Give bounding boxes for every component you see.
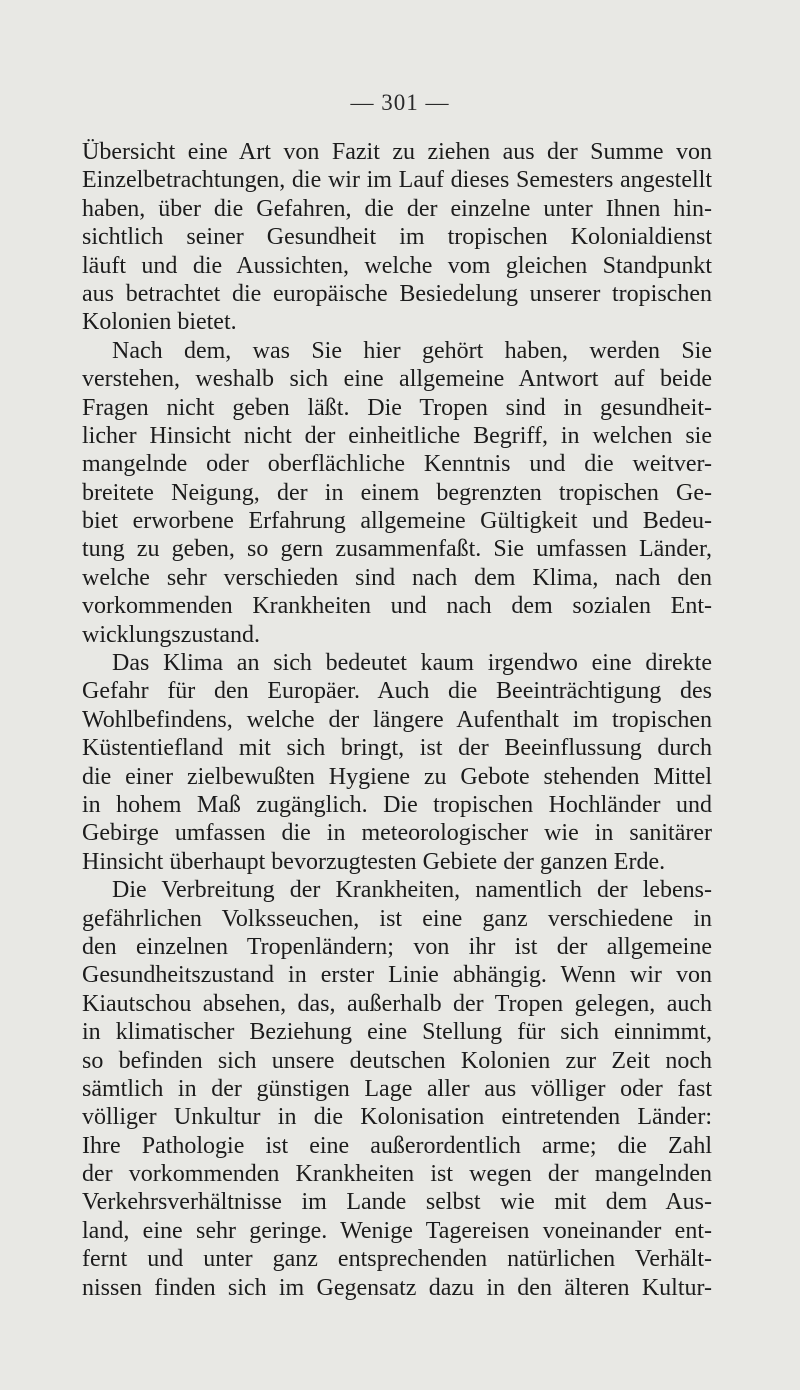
text-line: vorkommenden Krankheiten und nach dem sozialen Ent- — [82, 593, 712, 620]
text-line: in klimatischer Beziehung eine Stellung für sich einnimmt, — [82, 1019, 712, 1046]
text-line: Kiautschou absehen, das, außerhalb der Tropen gelegen, auch — [82, 990, 712, 1017]
text-line: breitete Neigung, der in einem begrenzten tropischen Ge- — [82, 479, 712, 506]
page-number: — 301 — — [350, 90, 450, 115]
text-line: aus betrachtet die europäische Besiedelung unserer tropischen — [82, 280, 712, 307]
text-line: in hohem Maß zugänglich. Die tropischen Hochländer und — [82, 791, 712, 818]
text-line: verstehen, weshalb sich eine allgemeine Antwort auf beide — [82, 366, 712, 393]
paragraph-start-line: Nach dem, was Sie hier gehört haben, werden Sie — [112, 337, 712, 364]
text-line: Verkehrsverhältnisse im Lande selbst wie mit dem Aus- — [82, 1189, 712, 1216]
text-line: Gesundheitszustand in erster Linie abhängig. Wenn wir von — [82, 962, 712, 989]
text-line: völliger Unkultur in die Kolonisation eintretenden Länder: — [82, 1104, 712, 1131]
text-line: Einzelbetrachtungen, die wir im Lauf dieses Semesters angestellt — [82, 167, 712, 194]
text-line: Kolonien bietet. — [82, 309, 237, 336]
text-line: haben, über die Gefahren, die der einzelne unter Ihnen hin- — [82, 195, 712, 222]
text-line: sichtlich seiner Gesundheit im tropischen Kolonialdienst — [82, 224, 712, 251]
text-line: so befinden sich unsere deutschen Kolonien zur Zeit noch — [82, 1047, 712, 1074]
text-line: Wohlbefindens, welche der längere Aufenthalt im tropischen — [82, 706, 712, 733]
paragraph-start-line: Die Verbreitung der Krankheiten, namentlich der lebens- — [112, 877, 712, 904]
text-line: Küstentiefland mit sich bringt, ist der Beeinflussung durch — [82, 735, 712, 762]
paragraph-start-line: Das Klima an sich bedeutet kaum irgendwo eine direkte — [112, 650, 712, 677]
text-line: den einzelnen Tropenländern; von ihr ist der allgemeine — [82, 933, 712, 960]
text-line: biet erworbene Erfahrung allgemeine Gültigkeit und Bedeu- — [82, 508, 712, 535]
text-line: welche sehr verschieden sind nach dem Klima, nach den — [82, 564, 712, 591]
text-line: Gebirge umfassen die in meteorologischer wie in sanitärer — [82, 820, 712, 847]
text-line: gefährlichen Volksseuchen, ist eine ganz verschiedene in — [82, 905, 712, 932]
text-line: tung zu geben, so gern zusammenfaßt. Sie umfassen Länder, — [82, 536, 712, 563]
text-line: Fragen nicht geben läßt. Die Tropen sind in gesundheit- — [82, 394, 712, 421]
text-line: wicklungszustand. — [82, 621, 260, 648]
text-line: Hinsicht überhaupt bevorzugtesten Gebiete der ganzen Erde. — [82, 848, 666, 875]
text-line: sämtlich in der günstigen Lage aller aus völliger oder fast — [82, 1075, 712, 1102]
text-line: mangelnde oder oberflächliche Kenntnis und die weitver- — [82, 451, 712, 478]
text-line: die einer zielbewußten Hygiene zu Gebote stehenden Mittel — [82, 763, 712, 790]
text-line: Gefahr für den Europäer. Auch die Beeinträchtigung des — [82, 678, 712, 705]
text-line: fernt und unter ganz entsprechenden natürlichen Verhält- — [82, 1246, 712, 1273]
text-line: Ihre Pathologie ist eine außerordentlich arme; die Zahl — [82, 1132, 712, 1159]
text-line: Übersicht eine Art von Fazit zu ziehen aus der Summe von — [82, 139, 712, 165]
text-line: land, eine sehr geringe. Wenige Tagereisen voneinander ent- — [82, 1217, 712, 1244]
text-line: licher Hinsicht nicht der einheitliche Begriff, in welchen sie — [82, 422, 712, 449]
text-line: läuft und die Aussichten, welche vom gleichen Standpunkt — [82, 252, 712, 279]
text-line: der vorkommenden Krankheiten ist wegen der mangelnden — [82, 1161, 712, 1188]
body-text — [82, 138, 712, 1302]
text-line: nissen finden sich im Gegensatz dazu in den älteren Kultur- — [82, 1274, 712, 1301]
